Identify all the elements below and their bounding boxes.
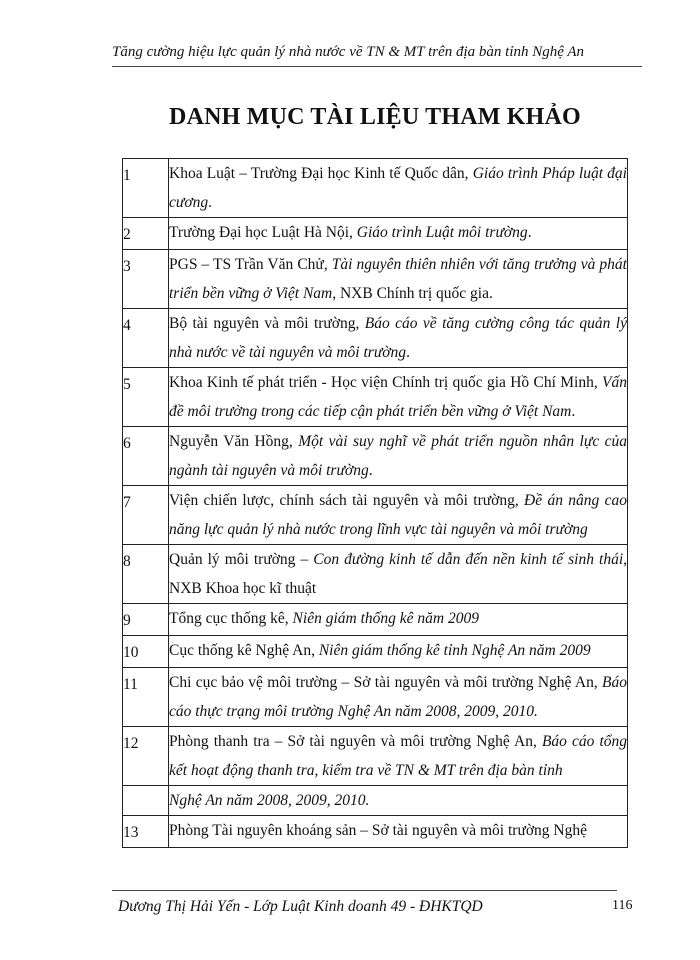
- reference-italic: Niên giám thống kê năm 2009: [292, 610, 479, 627]
- reference-row: [123, 786, 628, 816]
- reference-number: 9: [123, 612, 131, 629]
- reference-row: [123, 668, 628, 727]
- reference-text: [169, 636, 628, 668]
- page-number: 116: [612, 898, 633, 913]
- reference-number-cell: [123, 486, 169, 545]
- reference-plain: Tổng cục thống kê,: [169, 610, 293, 627]
- reference-text: [169, 727, 628, 786]
- reference-text: [169, 668, 628, 727]
- reference-number: 4: [123, 317, 131, 334]
- footer-author: Dương Thị Hải Yến - Lớp Luật Kinh doanh 49 - ĐHKTQD: [118, 898, 483, 915]
- reference-number-cell: [123, 668, 169, 727]
- reference-plain: Phòng thanh tra – Sở tài nguyên và môi trường Nghệ An,: [169, 733, 542, 750]
- reference-italic: Con đường kinh tế dẫn đến nền kinh tế sinh thái: [313, 551, 624, 568]
- reference-number: 13: [123, 824, 139, 841]
- reference-tail: .: [368, 462, 373, 479]
- reference-number: 10: [123, 644, 139, 661]
- reference-plain: Viện chiến lược, chính sách tài nguyên và môi trường,: [169, 492, 525, 509]
- reference-number-cell: [123, 545, 169, 604]
- reference-row: [123, 159, 628, 218]
- reference-number-cell: [123, 604, 169, 636]
- reference-italic: Niên giám thống kê tỉnh Nghệ An năm 2009: [318, 642, 591, 659]
- reference-number: 8: [123, 553, 131, 570]
- reference-italic: Một vài suy nghĩ về phát triển nguồn nhân lực của ngành tài nguyên và môi trường: [169, 433, 628, 479]
- reference-italic: Nghệ An năm 2008, 2009, 2010.: [169, 792, 370, 809]
- reference-number: 3: [123, 258, 131, 275]
- reference-number-cell: [123, 218, 169, 250]
- reference-number-cell: [123, 159, 169, 218]
- reference-row: [123, 218, 628, 250]
- reference-row: [123, 486, 628, 545]
- reference-tail: .: [208, 194, 212, 211]
- reference-number: 7: [123, 494, 131, 511]
- reference-italic: Báo cáo tổng kết hoạt động thanh tra, kiểm tra về TN & MT trên địa bàn tỉnh: [169, 733, 628, 779]
- reference-number-cell: [123, 427, 169, 486]
- reference-text: [169, 816, 628, 848]
- reference-plain: Phòng Tài nguyên khoáng sản – Sở tài nguyên và môi trường Nghệ: [169, 822, 587, 839]
- reference-italic: Đề án nâng cao năng lực quản lý nhà nước trong lĩnh vực tài nguyên và môi trường: [169, 492, 627, 538]
- reference-plain: Khoa Kinh tế phát triển - Học viện Chính trị quốc gia Hồ Chí Minh,: [169, 374, 603, 391]
- reference-number: 6: [123, 435, 131, 452]
- reference-text: [169, 159, 628, 218]
- reference-tail: .: [527, 224, 532, 241]
- reference-row: [123, 368, 628, 427]
- reference-number-cell: [123, 368, 169, 427]
- running-header: Tăng cường hiệu lực quản lý nhà nước về TN & MT trên địa bàn tỉnh Nghệ An: [112, 44, 585, 60]
- reference-plain: PGS – TS Trần Văn Chử,: [169, 256, 332, 273]
- reference-italic: Tài nguyên thiên nhiên với tăng trưởng và phát triển bền vững ở Việt Nam: [169, 256, 627, 302]
- reference-number-cell: [123, 636, 169, 668]
- reference-row: [123, 727, 628, 786]
- reference-plain: Khoa Luật – Trường Đại học Kinh tế Quốc dân,: [169, 165, 473, 182]
- references-table: [122, 158, 628, 848]
- reference-tail: , NXB Khoa học kĩ thuật: [169, 551, 627, 597]
- reference-plain: Trường Đại học Luật Hà Nội,: [169, 224, 357, 241]
- reference-italic: Báo cáo về tăng cường công tác quản lý nhà nước về tài nguyên và môi trường: [169, 315, 627, 361]
- header-rule: [112, 66, 642, 67]
- reference-number-cell: [123, 309, 169, 368]
- reference-italic: Báo cáo thực trạng môi trường Nghệ An năm 2008, 2009, 2010.: [169, 674, 627, 720]
- reference-text: [169, 218, 628, 250]
- reference-text: [169, 545, 628, 604]
- reference-text: [169, 604, 628, 636]
- reference-tail: .: [406, 344, 410, 361]
- reference-number: 5: [123, 376, 131, 393]
- reference-tail: .: [571, 403, 576, 420]
- reference-text: [169, 786, 628, 816]
- reference-italic: Giáo trình Pháp luật đại cương: [169, 165, 627, 211]
- reference-number: 2: [123, 226, 131, 243]
- reference-row: [123, 427, 628, 486]
- reference-row: [123, 250, 628, 309]
- reference-row: [123, 309, 628, 368]
- page-title: DANH MỤC TÀI LIỆU THAM KHẢO: [169, 104, 581, 130]
- reference-number-cell: [123, 250, 169, 309]
- reference-italic: Giáo trình Luật môi trường: [356, 224, 528, 241]
- reference-tail: , NXB Chính trị quốc gia.: [332, 285, 493, 302]
- reference-text: [169, 427, 628, 486]
- reference-number: [123, 786, 168, 788]
- reference-row: [123, 816, 628, 848]
- reference-text: [169, 250, 628, 309]
- reference-row: [123, 636, 628, 668]
- reference-number-cell: [123, 727, 169, 786]
- reference-number: 11: [123, 676, 138, 693]
- reference-row: [123, 604, 628, 636]
- reference-row: [123, 545, 628, 604]
- reference-number-cell: [123, 816, 169, 848]
- reference-text: [169, 309, 628, 368]
- reference-number: 12: [123, 735, 139, 752]
- reference-number-cell: [123, 786, 169, 816]
- reference-text: [169, 368, 628, 427]
- reference-plain: Cục thống kê Nghệ An,: [169, 642, 319, 659]
- reference-number: 1: [123, 167, 131, 184]
- reference-plain: Nguyễn Văn Hồng,: [169, 433, 299, 450]
- footer-rule: [112, 890, 617, 891]
- reference-plain: Quản lý môi trường –: [169, 551, 314, 568]
- reference-text: [169, 486, 628, 545]
- reference-plain: Chi cục bảo vệ môi trường – Sở tài nguyên và môi trường Nghệ An,: [169, 674, 603, 691]
- reference-plain: Bộ tài nguyên và môi trường,: [169, 315, 365, 332]
- reference-italic: Vấn đề môi trường trong các tiếp cận phát triển bền vững ở Việt Nam: [169, 374, 627, 420]
